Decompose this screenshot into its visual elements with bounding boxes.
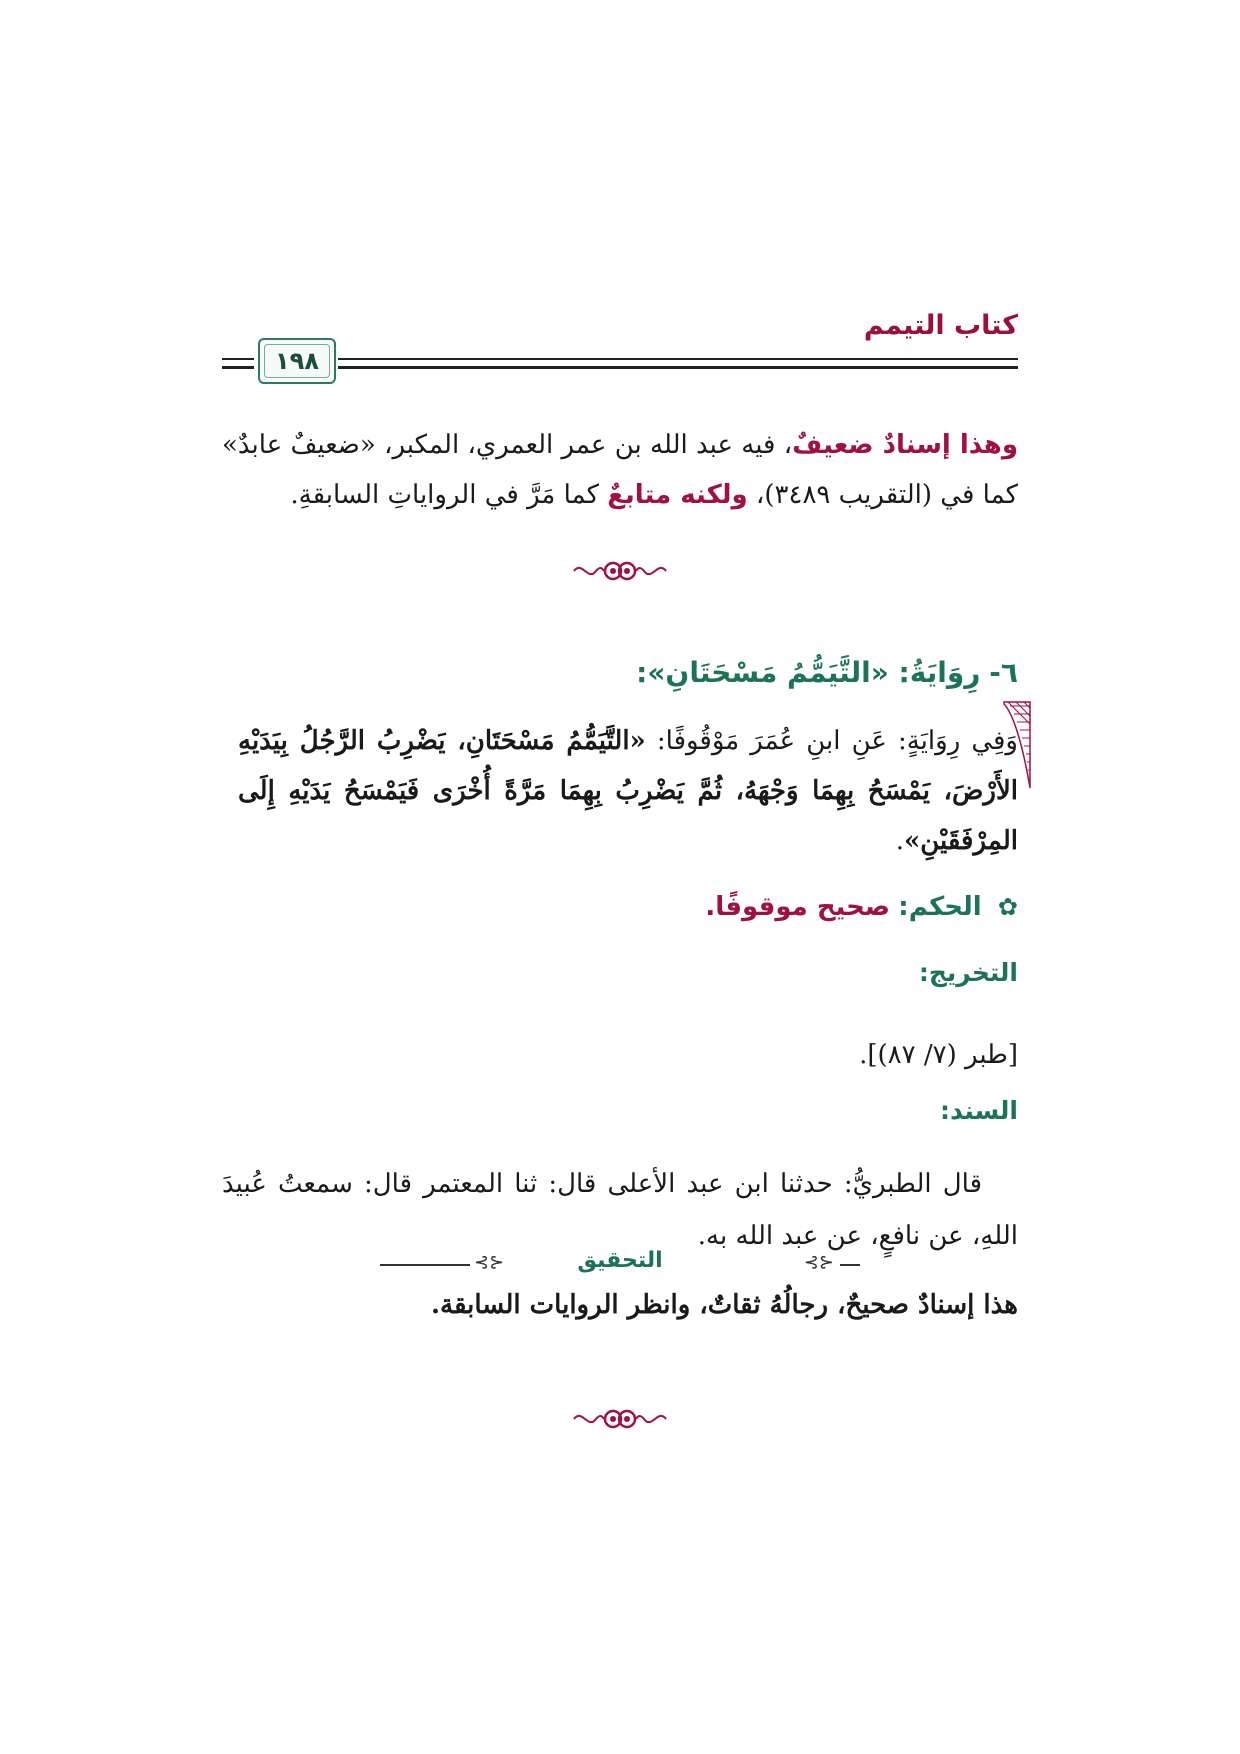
narration-quote: «التَّيَمُّمُ مَسْحَتَانِ، يَضْرِبُ الرَّجُلُ بِيَدَيْهِ الأَرْضَ، يَمْسَحُ بِهِمَا وَجْهَهُ، ثُمَّ يَضْرِبُ بِهِمَا مَرَّةً أُخْرَى فَيَمْسَحُ يَدَيْهِ إِلَى المِرْفَقَيْنِ» <box>238 726 1018 856</box>
tahqiq-heading <box>380 1250 860 1280</box>
section-number: ٦- <box>989 656 1018 689</box>
tahqiq-rule <box>840 1264 860 1266</box>
scroll-ornament-icon: ⊰⊱ <box>803 1252 834 1273</box>
narration-text <box>238 716 1018 866</box>
intro-text-end: كما مَرَّ في الرواياتِ السابقةِ. <box>290 480 608 510</box>
narration-end: . <box>895 826 904 856</box>
header-rule <box>338 366 1018 369</box>
tahqiq-label: التحقيق <box>577 1248 663 1273</box>
flower-icon: ✿ <box>997 893 1018 921</box>
sanad-label: السند: <box>939 1096 1018 1125</box>
grading-followed: ولكنه متابعٌ <box>607 480 748 510</box>
intro-paragraph <box>222 420 1018 520</box>
takhrij-label: التخريج: <box>918 958 1018 987</box>
section-title: رِوَايَةُ: «التَّيَمُّمُ مَسْحَتَانِ»: <box>636 656 981 689</box>
header-rule <box>222 358 254 360</box>
page-header <box>222 308 1018 392</box>
takhrij-reference: [طبر (٧/ ٨٧)]. <box>859 1040 1018 1070</box>
page-number: ١٩٨ <box>275 347 319 375</box>
section-divider <box>570 1404 670 1434</box>
ruling-label: الحكم: <box>898 892 982 922</box>
grading-weak: وهذا إسنادٌ ضعيفٌ <box>792 430 1018 460</box>
ruling <box>705 892 1018 922</box>
section-heading <box>636 656 1018 689</box>
section-divider <box>570 556 670 586</box>
narration-intro: وَفِي رِوَايَةٍ: عَنِ ابنِ عُمَرَ مَوْقُوفًا: <box>645 726 1018 756</box>
tahqiq-conclusion: هذا إسنادٌ صحيحٌ، رجالُهُ ثقاتٌ، وانظر الروايات السابقة. <box>430 1290 1018 1320</box>
ruling-value: صحيح موقوفًا. <box>705 892 891 922</box>
page-number-badge <box>258 338 336 384</box>
flourish-ornament-icon <box>570 1404 670 1434</box>
book-title: كتاب التيمم <box>863 310 1018 341</box>
sanad-text: قال الطبريُّ: حدثنا ابن عبد الأعلى قال: ثنا المعتمر قال: سمعتُ عُبيدَ اللهِ، عن نافعٍ، عن عبد الله به. <box>222 1169 1018 1251</box>
header-rule <box>222 366 254 369</box>
scroll-ornament-icon: ⊰⊱ <box>474 1252 505 1273</box>
intro-text: ، فيه عبد الله بن عمر العمري، المكبر، «ضعيفٌ عابدٌ» كما في (التقريب ٣٤٨٩)، <box>222 430 1018 510</box>
header-rule <box>338 358 1018 360</box>
flourish-ornament-icon <box>570 556 670 586</box>
